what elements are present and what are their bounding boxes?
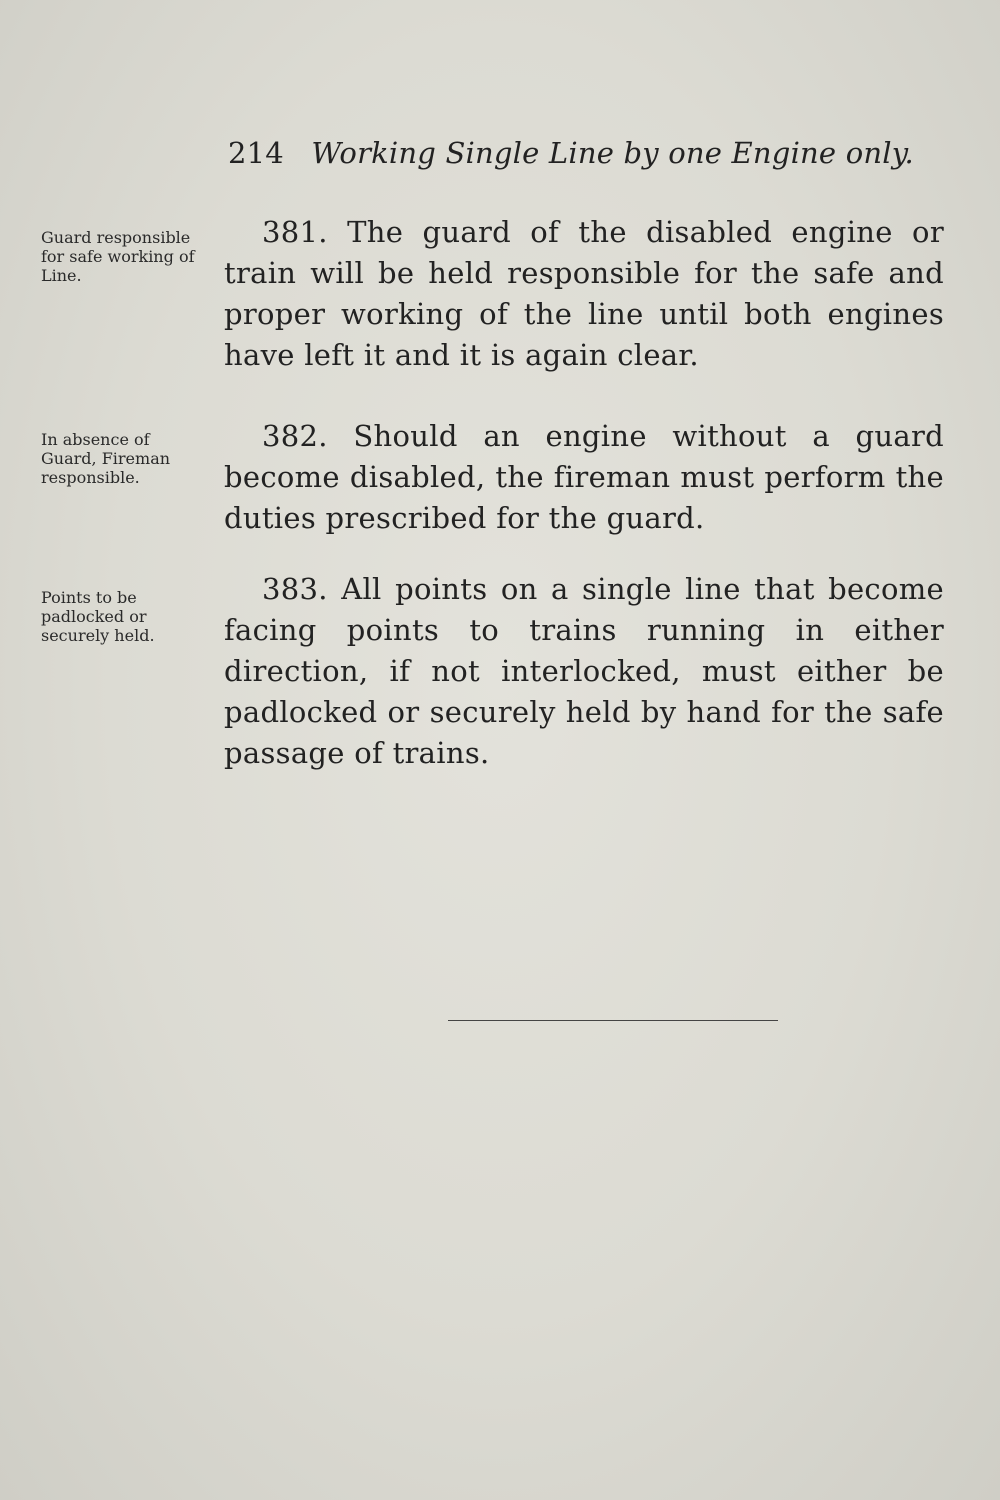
rule-paragraph-383 (224, 569, 944, 774)
rule-text: The guard of the disabled engine or train will be held responsible for the safe and proper working of the line until both engines have left it and it is again clear. (224, 215, 944, 372)
running-title: Working Single Line by one Engine only. (311, 136, 914, 170)
section-divider-rule (448, 1020, 778, 1021)
margin-note-382: In absence of Guard, Fireman responsible. (41, 430, 171, 487)
page-number: 214 (228, 136, 284, 170)
rule-number: 382. (262, 419, 328, 453)
rule-number: 383. (262, 572, 328, 606)
rule-text: Should an engine without a guard become disabled, the fireman must perform the duties prescribed for the guard. (224, 419, 944, 535)
rule-paragraph-382 (224, 416, 944, 539)
margin-note-381: Guard responsible for safe working of Line. (41, 228, 195, 285)
rule-text: All points on a single line that become facing points to trains running in either direction, if not interlocked, must either be padlocked or securely held by hand for the safe passage of trains. (224, 572, 944, 770)
rule-paragraph-381 (224, 212, 944, 376)
page-header (228, 136, 948, 170)
rule-number: 381. (262, 215, 328, 249)
margin-note-383: Points to be padlocked or securely held. (41, 588, 155, 645)
